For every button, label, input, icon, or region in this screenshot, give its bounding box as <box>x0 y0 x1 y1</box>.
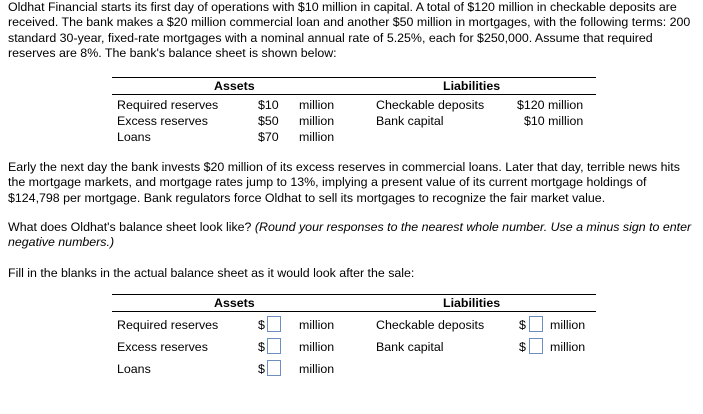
table1-asset-unit: million <box>299 130 335 144</box>
table2-liabilities-header: Liabilities <box>443 296 501 310</box>
table1-liability-amount: $120 million <box>517 98 584 112</box>
question-main: What does Oldhat's balance sheet look like? <box>8 220 252 234</box>
table1-liability-label: Checkable deposits <box>376 98 485 112</box>
table2-asset-unit: million <box>299 362 335 376</box>
table2-asset-label: Excess reserves <box>117 340 208 354</box>
currency-symbol: $ <box>258 362 265 376</box>
excess-reserves-input[interactable] <box>267 338 281 354</box>
question-text <box>8 220 698 251</box>
question-note: (Round your responses to the nearest whole number. Use a minus sign to enter negative numbers.) <box>8 220 692 250</box>
problem-paragraph-2: Early the next day the bank invests $20 million of its excess reserves in commercial loans. Later that day, terrible news hits the mortgage markets, and mortgage rates jump to 13%, implying a present value of its current mortgage holdings of $124,798 per mortgage. Bank regulators force Oldhat to sell its mortgages to recognize the fair market value. <box>8 160 680 205</box>
checkable-deposits-input[interactable] <box>529 316 543 332</box>
table1-asset-unit: million <box>299 114 335 128</box>
table1-asset-label: Excess reserves <box>117 114 208 128</box>
table1-asset-amount: $70 <box>258 130 279 144</box>
table1-liability-amount: $10 million <box>524 114 584 128</box>
table1-liability-label: Bank capital <box>376 114 444 128</box>
problem-paragraph-1: Oldhat Financial starts its first day of operations with $10 million in capital. A total of $120 million in checkable deposits are received. The bank makes a $20 million commercial loan and another $50 million in mortgages, with the following terms: 200 standard 30-year, fixed-rate mortgages with a nominal annual rate of 5.25%, each for $250,000. Assume that required reserves are 8%. The bank's balance sheet is shown below: <box>8 0 691 61</box>
currency-symbol: $ <box>519 340 526 354</box>
table1-asset-amount: $10 <box>258 98 279 112</box>
currency-symbol: $ <box>258 340 265 354</box>
table1-asset-unit: million <box>299 98 335 112</box>
table1-asset-label: Loans <box>117 130 151 144</box>
instruction-text: Fill in the blanks in the actual balance sheet as it would look after the sale: <box>8 266 415 280</box>
table1-asset-amount: $50 <box>258 114 279 128</box>
table2-top-rule <box>112 294 596 295</box>
table2-liability-unit: million <box>550 340 586 354</box>
table2-liability-unit: million <box>550 318 586 332</box>
table2-asset-label: Required reserves <box>117 318 219 332</box>
table2-liability-label: Checkable deposits <box>376 318 485 332</box>
table2-asset-label: Loans <box>117 362 151 376</box>
required-reserves-input[interactable] <box>267 316 281 332</box>
table1-assets-header: Assets <box>214 79 255 93</box>
table2-asset-unit: million <box>299 340 335 354</box>
currency-symbol: $ <box>258 318 265 332</box>
table1-header-rule <box>112 94 596 95</box>
table1-asset-label: Required reserves <box>117 98 219 112</box>
table2-header-rule <box>112 311 596 312</box>
table2-assets-header: Assets <box>214 296 255 310</box>
currency-symbol: $ <box>519 318 526 332</box>
table1-liabilities-header: Liabilities <box>443 79 501 93</box>
table2-liability-label: Bank capital <box>376 340 444 354</box>
bank-capital-input[interactable] <box>529 338 543 354</box>
loans-input[interactable] <box>267 360 281 376</box>
table2-asset-unit: million <box>299 318 335 332</box>
table1-top-rule <box>112 77 596 78</box>
